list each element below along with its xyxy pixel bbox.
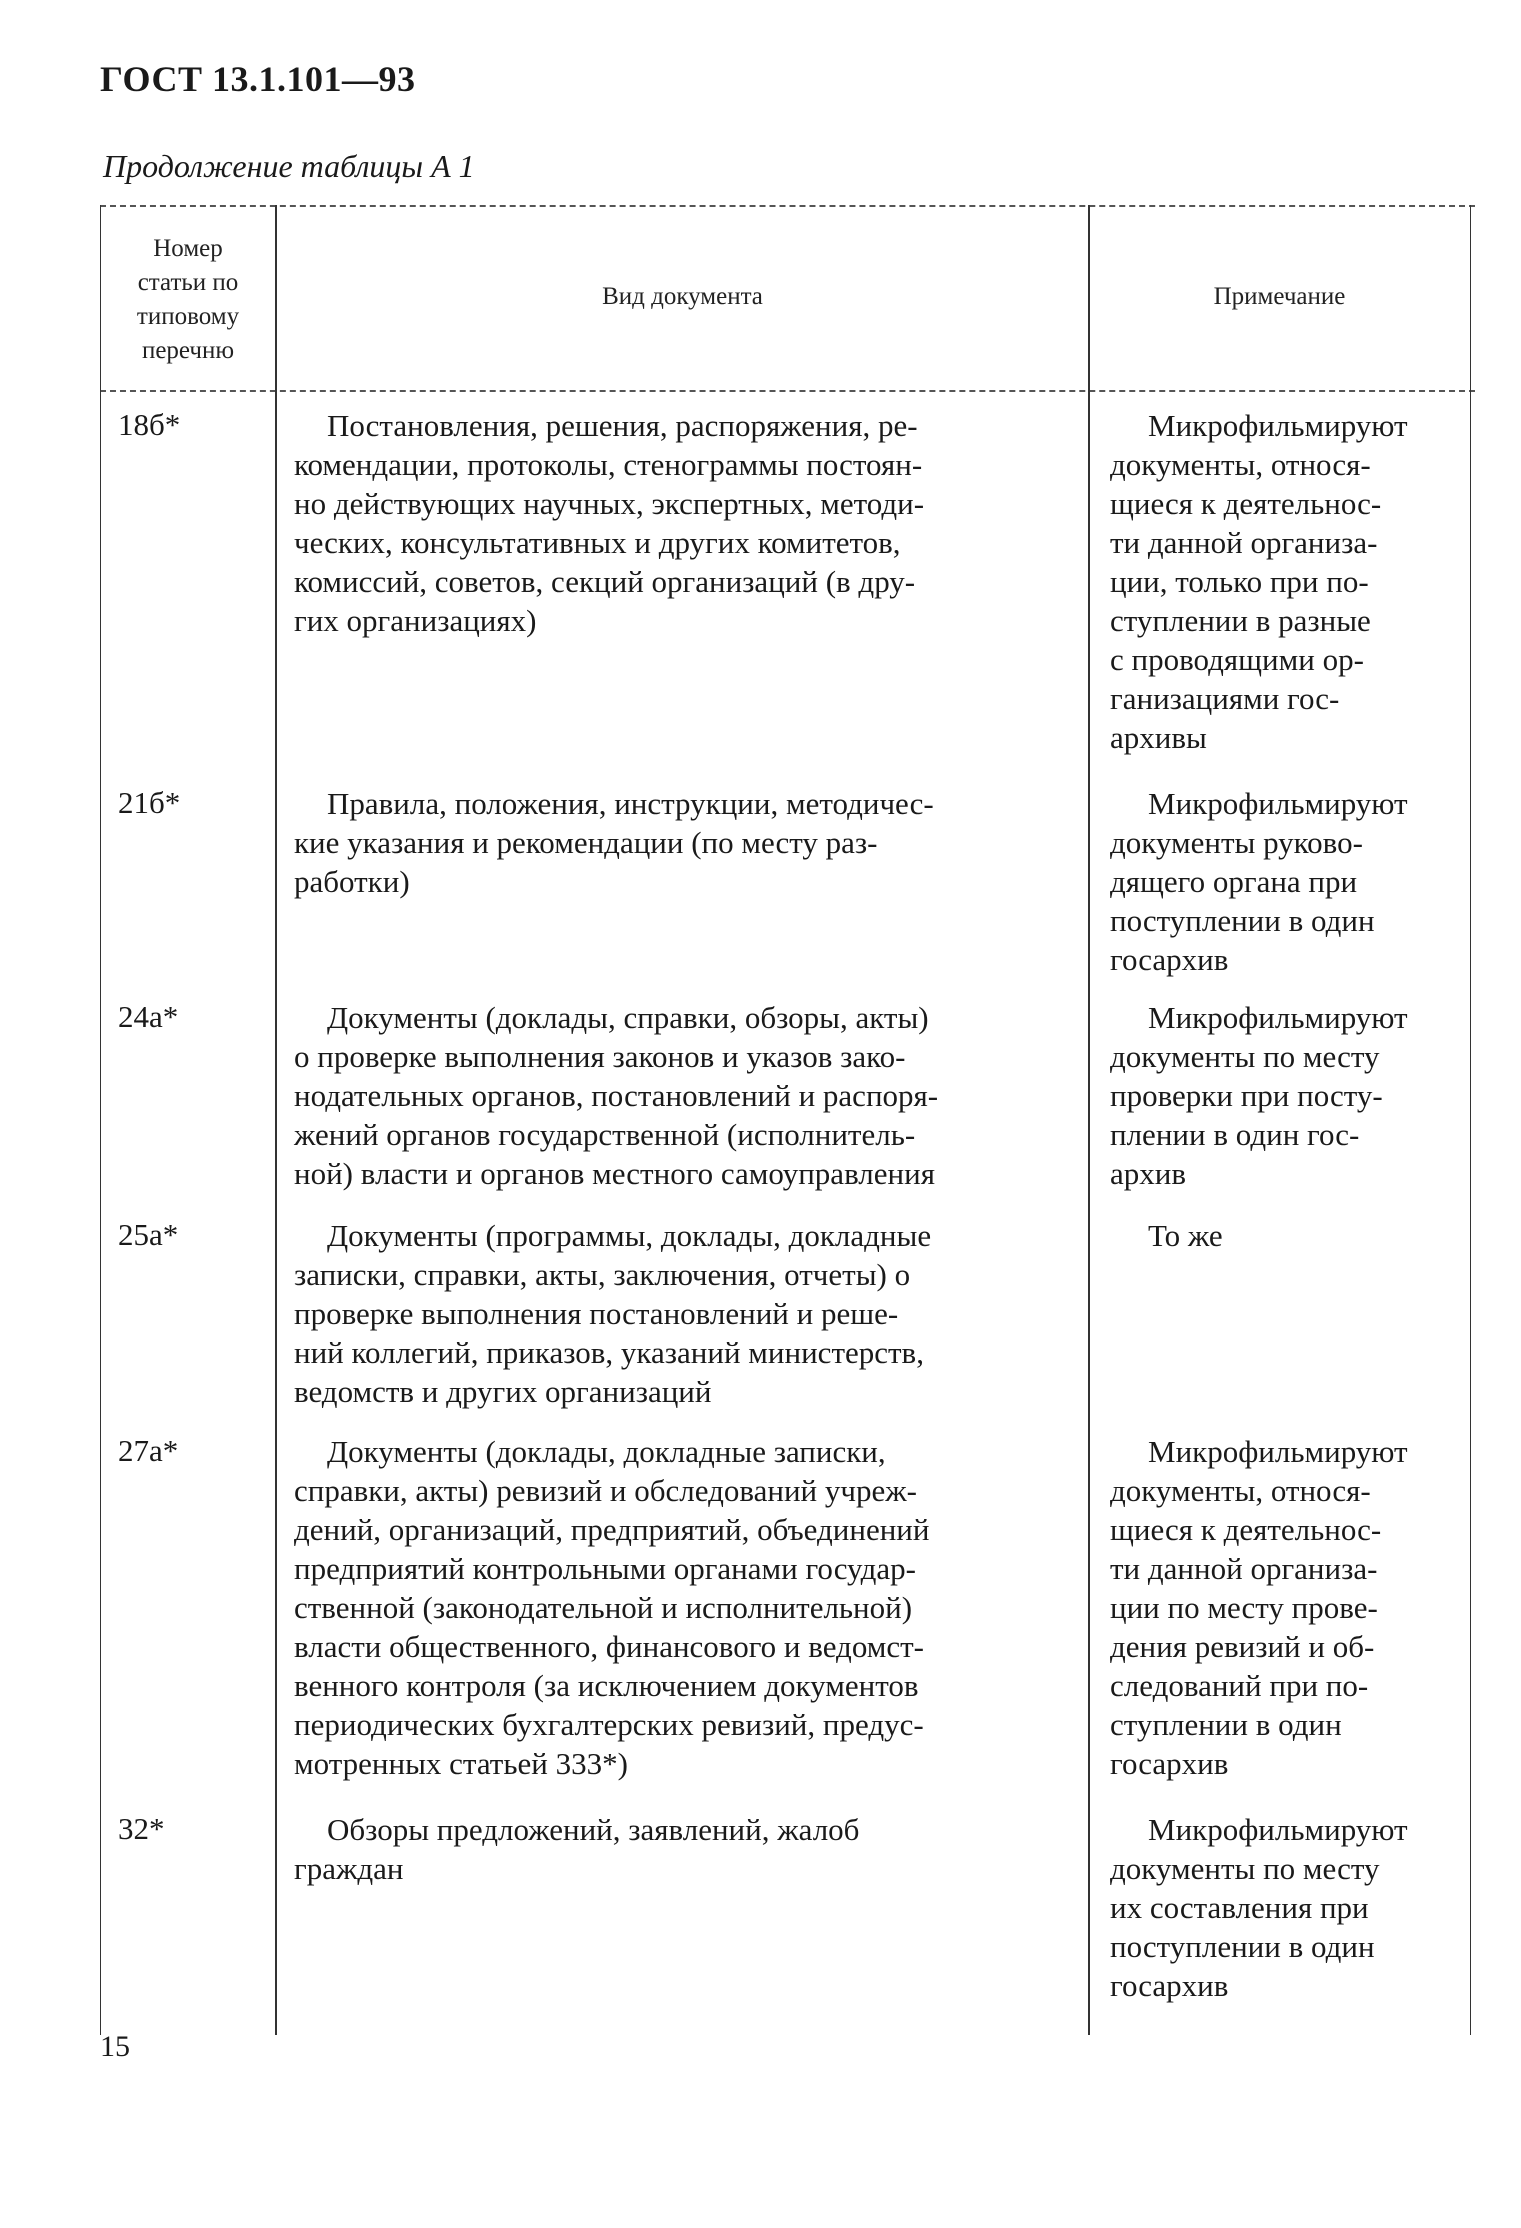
table-left-border [100,205,101,2035]
column-header-number-line: Номер [153,235,223,262]
text-line: власти общественного, финансового и ведомст- [294,1629,924,1664]
text-line: ний коллегий, приказов, указаний министерств, [294,1335,924,1370]
text-line: гих организациях) [294,603,537,638]
column-header-number-line: статьи по [137,269,239,296]
text-line: документы, относя- [1110,447,1371,482]
text-line: Микрофильмируют [1148,1434,1408,1469]
row-note-text [1110,784,1470,979]
text-line: венного контроля (за исключением документов [294,1668,919,1703]
column-divider-2 [1088,205,1090,2035]
text-line: но действующих научных, экспертных, методи- [294,486,925,521]
text-line: записки, справки, акты, заключения, отчеты) о [294,1257,911,1292]
text-line: проверки при посту- [1110,1078,1383,1113]
text-line: ганизациями гос- [1110,681,1340,716]
row-document-text [294,998,1084,1193]
text-line: периодических бухгалтерских ревизий, предус- [294,1707,924,1742]
text-line: Обзоры предложений, заявлений, жалоб [327,1812,860,1847]
text-line: Постановления, решения, распоряжения, ре- [327,408,918,443]
text-line: ной) власти и органов местного самоуправления [294,1156,935,1191]
text-line: ческих, консультативных и других комитетов, [294,525,901,560]
text-line: ступлении в разные [1110,603,1371,638]
text-line: Документы (доклады, докладные записки, [327,1434,886,1469]
text-line: проверке выполнения постановлений и реше- [294,1296,899,1331]
text-line: госархив [1110,1746,1229,1781]
text-line: Микрофильмируют [1148,408,1408,443]
text-line: Документы (доклады, справки, обзоры, акты) [327,1000,929,1035]
text-line: дения ревизий и об- [1110,1629,1375,1664]
text-line: ведомств и других организаций [294,1374,712,1409]
text-line: следований при по- [1110,1668,1369,1703]
text-line: комендации, протоколы, стенограммы постоян- [294,447,923,482]
row-document-text [294,406,1084,640]
text-line: Документы (программы, доклады, докладные [327,1218,932,1253]
row-document-text [294,1810,1084,1888]
text-line: ственной (законодательной и исполнительной) [294,1590,913,1625]
row-number: 25а* [118,1217,179,1252]
text-line: ти данной организа- [1110,1551,1378,1586]
text-line: То же [1148,1218,1223,1253]
text-line: щиеся к деятельнос- [1110,486,1382,521]
text-line: госархив [1110,942,1229,977]
text-line: справки, акты) ревизий и обследований учреж- [294,1473,917,1508]
text-line: архивы [1110,720,1207,755]
text-line: граждан [294,1851,404,1886]
table-header-bottom-rule [100,390,1475,392]
text-line: щиеся к деятельнос- [1110,1512,1382,1547]
text-line: поступлении в один [1110,903,1375,938]
text-line: о проверке выполнения законов и указов зако- [294,1039,906,1074]
text-line: комиссий, советов, секций организаций (в дру- [294,564,916,599]
text-line: жений органов государственной (исполнитель- [294,1117,916,1152]
text-line: плении в один гос- [1110,1117,1360,1152]
text-line: дений, организаций, предприятий, объединений [294,1512,930,1547]
row-number: 21б* [118,785,181,820]
row-document-text [294,1432,1084,1783]
text-line: кие указания и рекомендации (по месту раз- [294,825,878,860]
column-header-number [103,232,273,368]
text-line: Правила, положения, инструкции, методичес- [327,786,934,821]
text-line: с проводящими ор- [1110,642,1364,677]
column-divider-1 [275,205,277,2035]
row-note-text [1110,406,1470,757]
text-line: ступлении в один [1110,1707,1342,1742]
text-line: документы по месту [1110,1039,1380,1074]
text-line: документы, относя- [1110,1473,1371,1508]
row-document-text [294,1216,1084,1411]
table-top-rule [100,205,1475,207]
table-continuation-caption: Продолжение таблицы А 1 [103,148,475,184]
text-line: Микрофильмируют [1148,786,1408,821]
text-line: Микрофильмируют [1148,1000,1408,1035]
text-line: документы руково- [1110,825,1363,860]
row-note-text [1110,1432,1470,1783]
text-line: их составления при [1110,1890,1369,1925]
text-line: работки) [294,864,410,899]
row-number: 32* [118,1811,165,1846]
text-line: документы по месту [1110,1851,1380,1886]
row-note-text [1110,998,1470,1193]
text-line: архив [1110,1156,1186,1191]
text-line: нодательных органов, постановлений и распоря- [294,1078,939,1113]
row-number: 24а* [118,999,179,1034]
text-line: мотренных статьей 333*) [294,1746,628,1781]
text-line: предприятий контрольными органами государ- [294,1551,916,1586]
table-right-border [1470,205,1471,2035]
row-number: 27а* [118,1433,179,1468]
row-number: 18б* [118,407,181,442]
text-line: ции, только при по- [1110,564,1369,599]
text-line: ции по месту прове- [1110,1590,1378,1625]
row-document-text [294,784,1084,901]
column-header-document: Вид документа [602,283,763,310]
column-header-note: Примечание [1213,283,1346,310]
page-number: 15 [100,2030,130,2063]
text-line: ти данной организа- [1110,525,1378,560]
text-line: дящего органа при [1110,864,1358,899]
text-line: госархив [1110,1968,1229,2003]
text-line: поступлении в один [1110,1929,1375,1964]
row-note-text [1110,1810,1470,2005]
document-header: ГОСТ 13.1.101—93 [100,59,416,99]
text-line: Микрофильмируют [1148,1812,1408,1847]
row-note-text [1110,1216,1470,1255]
column-header-number-line: типовому [136,303,240,330]
column-header-number-line: перечню [141,337,235,364]
